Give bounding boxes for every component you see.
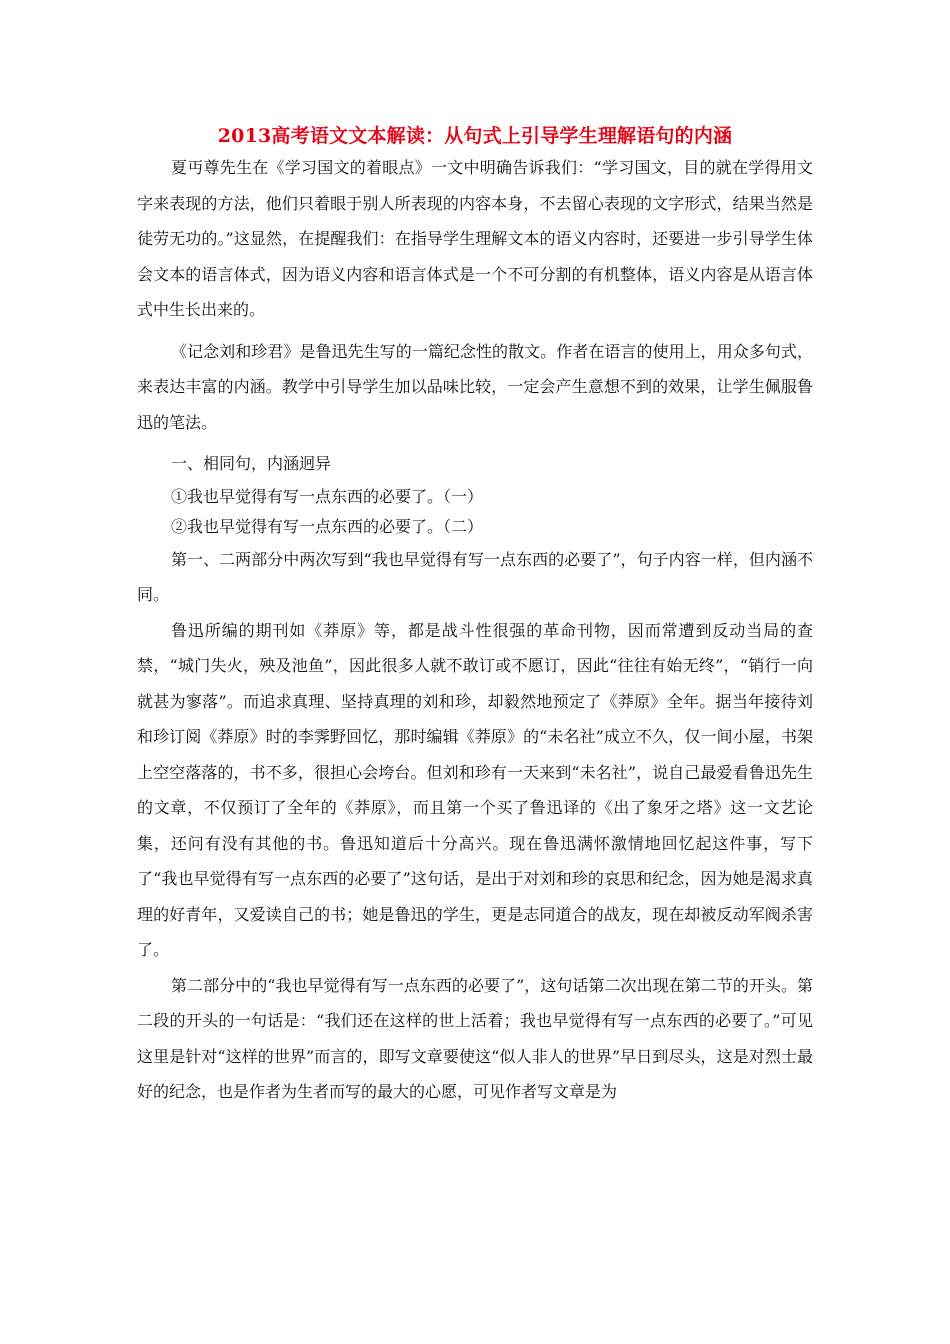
document-body bbox=[137, 122, 813, 1110]
paragraph-second-part: 第二部分中的“我也早觉得有写一点东西的必要了”，这句话第二次出现在第二节的开头。第二段的开头的一句话是：“我们还在这样的世上活着；我也早觉得有写一点东西的必要了。”可见这里是针对“这样的世界”而言的，即写文章要使这“似人非人的世界”早日到尽头，这是对烈士最好的纪念，也是作者为生者而写的最大的心愿，可见作者写文章是为 bbox=[137, 975, 813, 1101]
paragraph-background: 鲁迅所编的期刊如《莽原》等，都是战斗性很强的革命刊物，因而常遭到反动当局的查禁，“城门失火，殃及池鱼”，因此很多人就不敢订或不愿订，因此“往往有始无终”，“销行一向就甚为寥落”。而追求真理、坚持真理的刘和珍，却毅然地预定了《莽原》全年。据当年接待刘和珍订阅《莽原》时的李霁野回忆，那时编辑《莽原》的“未名社”成立不久，仅一间小屋，书架上空空落落的，书不多，很担心会垮台。但刘和珍有一天来到“未名社”，说自己最爱看鲁迅先生的文章，不仅预订了全年的《莽原》，而且第一个买了鲁迅译的《出了象牙之塔》这一文艺论集，还问有没有其他的书。鲁迅知道后十分高兴。现在鲁迅满怀激情地回忆起这件事，写下了“我也早觉得有写一点东西的必要了”这句话，是出于对刘和珍的哀思和纪念，因为她是渴求真理的好青年，又爱读自己的书；她是鲁迅的学生，更是志同道合的战友，现在却被反动军阀杀害了。 bbox=[137, 620, 813, 959]
paragraph-essay-overview: 《记念刘和珍君》是鲁迅先生写的一篇纪念性的散文。作者在语言的使用上，用众多句式，来表达丰富的内涵。教学中引导学生加以品味比较，一定会产生意想不到的效果，让学生佩服鲁迅的笔法。 bbox=[137, 341, 813, 432]
section-heading-1: 一、相同句，内涵迥异 bbox=[171, 454, 332, 473]
example-sentence-1: ①我也早觉得有写一点东西的必要了。（一） bbox=[171, 486, 484, 506]
document-title: 2013高考语文文本解读：从句式上引导学生理解语句的内涵 bbox=[217, 125, 733, 147]
paragraph-intro: 夏丏尊先生在《学习国文的着眼点》一文中明确告诉我们：“学习国文，目的就在学得用文字来表现的方法，他们只着眼于别人所表现的内容本身，不去留心表现的文字形式，结果当然是徒劳无功的。”这显然，在提醒我们：在指导学生理解文本的语义内容时，还要进一步引导学生体会文本的语言体式，因为语义内容和语言体式是一个不可分割的有机整体，语义内容是从语言体式中生长出来的。 bbox=[137, 158, 813, 319]
paragraph-comparison: 第一、二两部分中两次写到“我也早觉得有写一点东西的必要了”，句子内容一样，但内涵不同。 bbox=[137, 549, 813, 604]
example-sentence-2: ②我也早觉得有写一点东西的必要了。（二） bbox=[171, 516, 484, 536]
